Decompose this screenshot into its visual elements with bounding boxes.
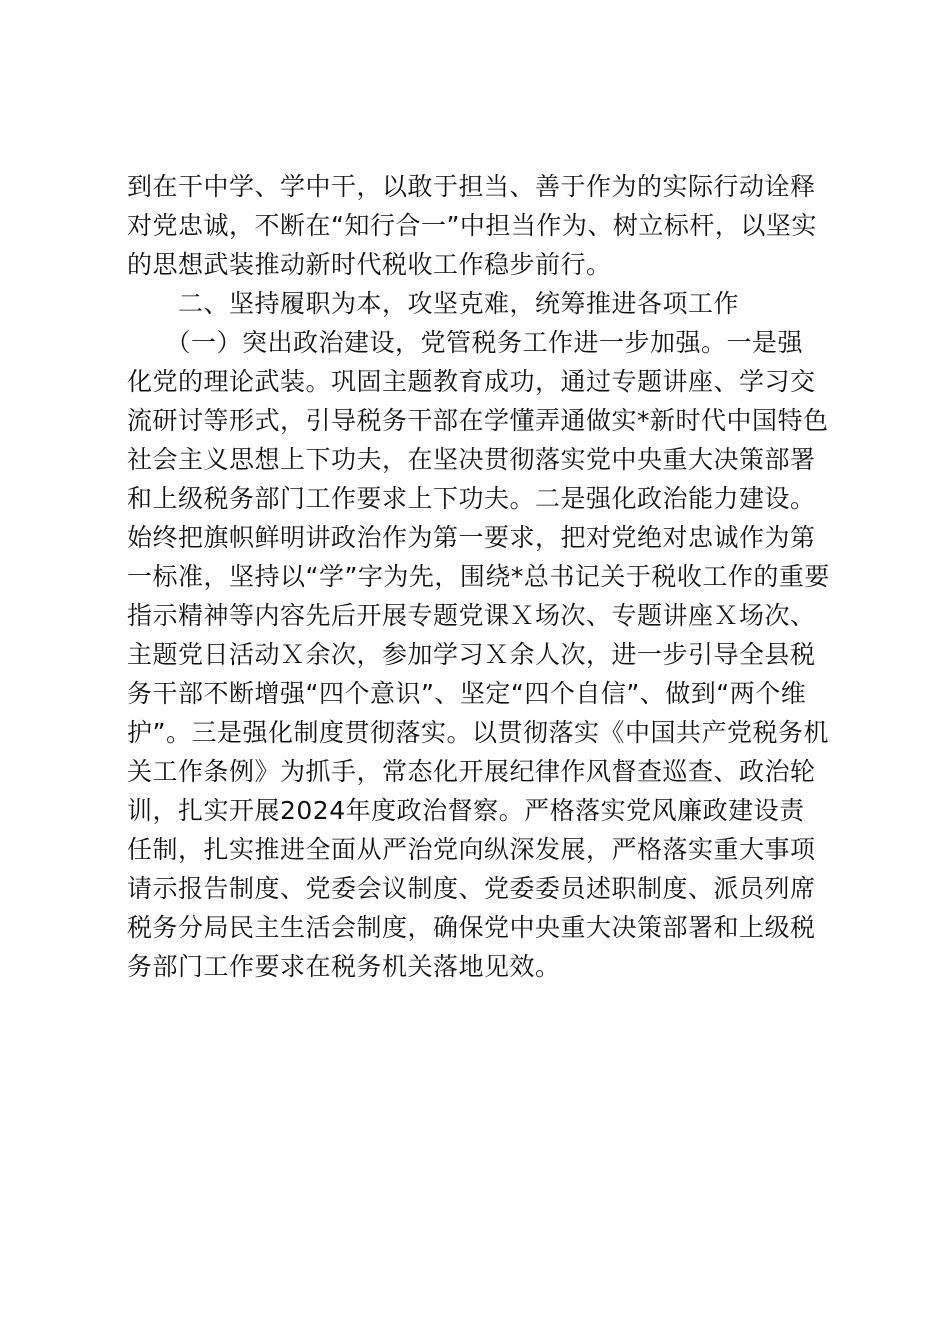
text-line: 一标准，坚持以“学”字为先，围绕*总书记关于税收工作的重要	[127, 562, 830, 591]
text-line: 务干部不断增强“四个意识”、坚定“四个自信”、做到“两个维	[127, 679, 807, 708]
section-heading: 二、坚持履职为本，攻坚克难，统筹推进各项工作	[127, 289, 740, 318]
text-line: 和上级税务部门工作要求上下功夫。二是强化政治能力建设。	[127, 484, 816, 513]
text-line: 请示报告制度、党委会议制度、党委委员述职制度、派员列席	[127, 874, 816, 903]
subsection-heading-line: （一）突出政治建设，党管税务工作进一步加强。一是强	[127, 328, 804, 357]
text-line: 训，扎实开展2024年度政治督察。严格落实党风廉政建设责	[127, 796, 805, 825]
text-line: 主题党日活动Ｘ余次，参加学习Ｘ余人次，进一步引导全县税	[127, 640, 816, 669]
text-line: 税务分局民主生活会制度，确保党中央重大决策部署和上级税	[127, 913, 816, 942]
text-line: 化党的理论武装。巩固主题教育成功，通过专题讲座、学习交	[127, 367, 816, 396]
text-line: 到在干中学、学中干，以敢于担当、善于作为的实际行动诠释	[127, 172, 816, 201]
text-line: 关工作条例》为抓手，常态化开展纪律作风督查巡查、政治轮	[127, 757, 816, 786]
text-line: 流研讨等形式，引导税务干部在学懂弄通做实*新时代中国特色	[127, 406, 829, 435]
text-line: 护”。三是强化制度贯彻落实。以贯彻落实《中国共产党税务机	[127, 718, 829, 747]
text-line: 社会主义思想上下功夫，在坚决贯彻落实党中央重大决策部署	[127, 445, 816, 474]
text-line: 指示精神等内容先后开展专题党课Ｘ场次、专题讲座Ｘ场次、	[127, 601, 816, 630]
body-text	[127, 167, 837, 986]
text-line: 始终把旗帜鲜明讲政治作为第一要求，把对党绝对忠诚作为第	[127, 523, 816, 552]
text-line: 的思想武装推动新时代税收工作稳步前行。	[127, 250, 612, 279]
text-line: 对党忠诚，不断在“知行合一”中担当作为、树立标杆，以坚实	[127, 211, 817, 240]
text-line: 任制，扎实推进全面从严治党向纵深发展，严格落实重大事项	[127, 835, 816, 864]
text-line: 务部门工作要求在税务机关落地见效。	[127, 952, 561, 981]
